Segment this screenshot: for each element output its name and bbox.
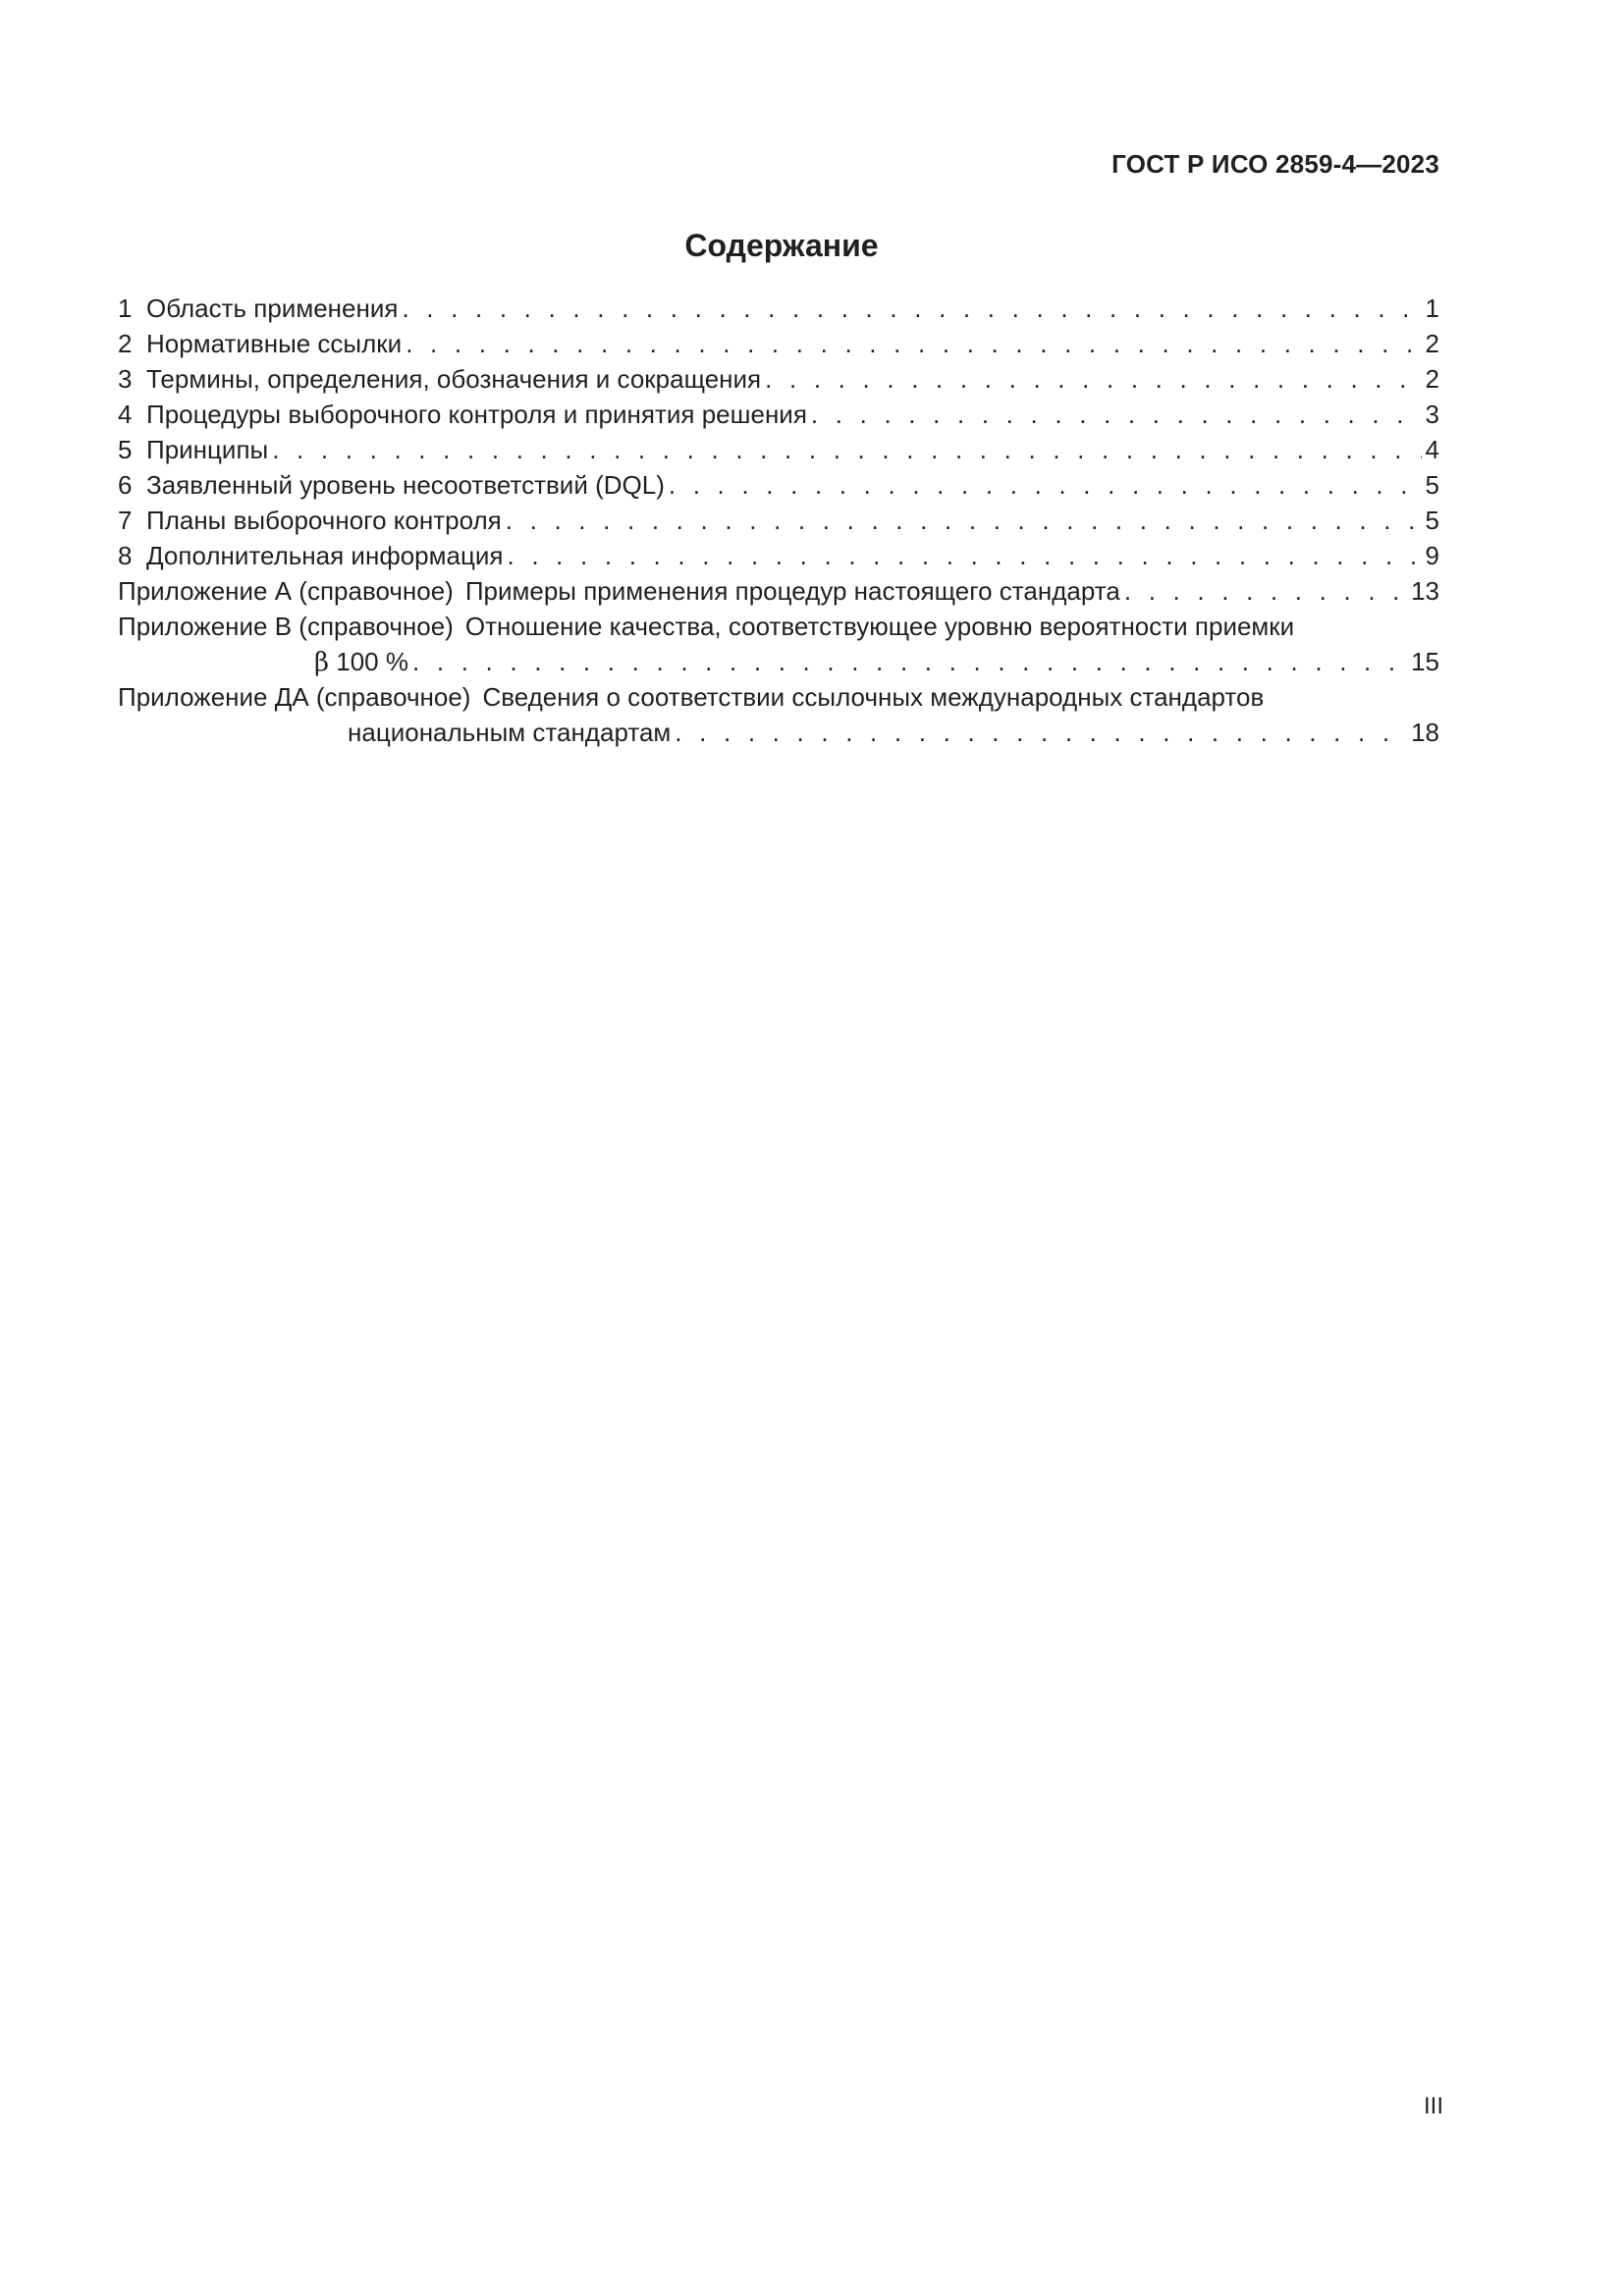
toc-entry-number: 1 [118, 294, 133, 323]
toc-entry-label: Дополнительная информация [146, 541, 504, 570]
toc-annex-b[interactable] [118, 609, 1439, 679]
toc-entry-page: 2 [1425, 364, 1439, 394]
toc-entry-number: 3 [118, 364, 133, 394]
toc-entry[interactable] [118, 326, 1439, 361]
dot-leader [675, 715, 1407, 750]
toc-entry-number: 4 [118, 400, 133, 429]
toc-entry-label: Нормативные ссылки [146, 329, 403, 358]
dot-leader [272, 432, 1421, 467]
dot-leader [1124, 573, 1407, 609]
annex-title-line2: 100 % [336, 647, 408, 676]
toc-entry-page: 15 [1411, 647, 1439, 676]
dot-leader [507, 538, 1421, 573]
dot-leader [669, 467, 1422, 503]
dot-leader [406, 326, 1421, 361]
dot-leader [412, 644, 1407, 679]
annex-prefix: Приложение А (справочное) [118, 576, 454, 606]
document-code: ГОСТ Р ИСО 2859-4—2023 [1111, 149, 1439, 179]
toc-entry-number: 7 [118, 506, 133, 535]
toc-entry[interactable] [118, 432, 1439, 467]
toc-entry[interactable] [118, 291, 1439, 326]
toc-entry-number: 5 [118, 435, 133, 464]
dot-leader [765, 361, 1421, 397]
toc-entry-label: Процедуры выборочного контроля и принятия решения [146, 400, 807, 429]
annex-title-line1: Сведения о соответствии ссылочных международных стандартов [482, 682, 1265, 712]
annex-prefix: Приложение ДА (справочное) [118, 682, 471, 712]
toc-annex-a[interactable] [118, 573, 1439, 609]
beta-symbol: β [314, 648, 330, 677]
toc-entry-page: 3 [1425, 400, 1439, 429]
toc-entry-label: Область применения [146, 294, 399, 323]
toc-entry-page: 5 [1425, 506, 1439, 535]
toc-entry-page: 9 [1425, 541, 1439, 570]
annex-title: Примеры применения процедур настоящего стандарта [464, 576, 1120, 606]
toc-entry-label: Принципы [146, 435, 269, 464]
toc-entry-number: 8 [118, 541, 133, 570]
toc-entry-number: 6 [118, 470, 133, 500]
table-of-contents [118, 291, 1439, 750]
toc-entry-page: 2 [1425, 329, 1439, 358]
toc-entry[interactable] [118, 538, 1439, 573]
toc-entry-label: Заявленный уровень несоответствий (DQL) [146, 470, 665, 500]
toc-entry-label: Термины, определения, обозначения и сокращения [146, 364, 762, 394]
toc-entry-page: 4 [1425, 435, 1439, 464]
dot-leader [402, 291, 1421, 326]
annex-title-line1: Отношение качества, соответствующее уровню вероятности приемки [464, 612, 1295, 641]
toc-entry-page: 1 [1425, 294, 1439, 323]
toc-entry[interactable] [118, 503, 1439, 538]
dot-leader [811, 397, 1422, 432]
toc-entry-page: 5 [1425, 470, 1439, 500]
toc-title: Содержание [684, 228, 879, 263]
toc-entry[interactable] [118, 467, 1439, 503]
toc-entry-page: 18 [1411, 718, 1439, 747]
toc-entry[interactable] [118, 361, 1439, 397]
dot-leader [506, 503, 1422, 538]
toc-entry[interactable] [118, 397, 1439, 432]
page-number: III [1423, 2093, 1443, 2119]
toc-annex-da[interactable] [118, 679, 1439, 750]
toc-entry-label: Планы выборочного контроля [146, 506, 502, 535]
annex-title-line2: национальным стандартам [348, 718, 672, 747]
toc-entry-page: 13 [1411, 576, 1439, 606]
annex-prefix: Приложение В (справочное) [118, 612, 454, 641]
toc-entry-number: 2 [118, 329, 133, 358]
